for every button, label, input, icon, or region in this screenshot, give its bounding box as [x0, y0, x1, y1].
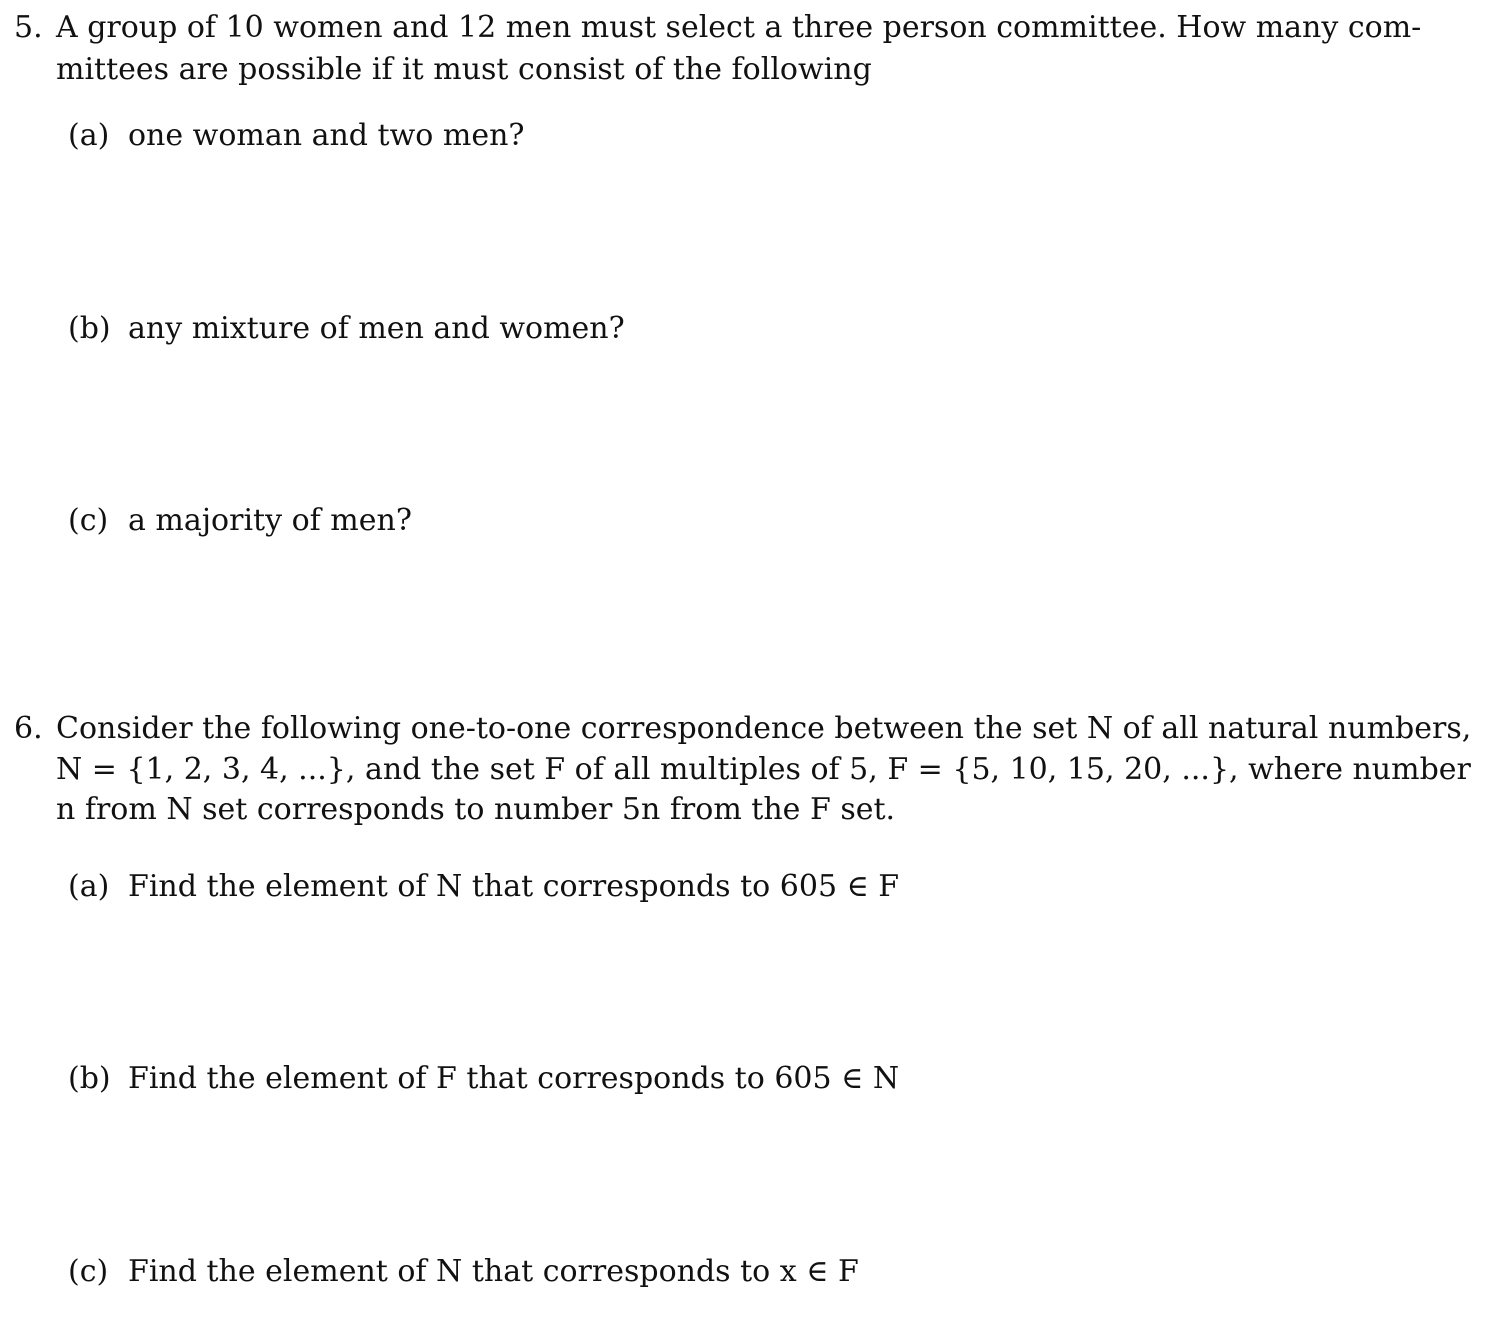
- problem-6-part-c-text: Find the element of N that corresponds to x ∈ F: [128, 1254, 859, 1289]
- problem-6-part-a-text: Find the element of N that corresponds to 605 ∈ F: [128, 869, 900, 904]
- problem-5-statement-line-1: A group of 10 women and 12 men must select a three person committee. How many com-: [56, 10, 1422, 45]
- problem-5-part-b-text: any mixture of men and women?: [128, 311, 625, 346]
- problem-6-statement-line-2: N = {1, 2, 3, 4, ...}, and the set F of all multiples of 5, F = {5, 10, 15, 20, ...}, where number: [56, 752, 1471, 787]
- problem-5-number: 5.: [14, 10, 43, 45]
- problem-6-part-a-label: (a): [68, 869, 110, 904]
- problem-6-statement-line-1: Consider the following one-to-one correspondence between the set N of all natural numbers,: [56, 711, 1472, 746]
- problem-5-statement-line-2: mittees are possible if it must consist of the following: [56, 52, 872, 87]
- problem-5-part-c-label: (c): [68, 503, 109, 538]
- problem-5-part-c-text: a majority of men?: [128, 503, 412, 538]
- problem-5-part-a-label: (a): [68, 118, 110, 153]
- problem-6-part-b-text: Find the element of F that corresponds to 605 ∈ N: [128, 1061, 900, 1096]
- problem-6-statement-line-3: n from N set corresponds to number 5n from the F set.: [56, 792, 896, 827]
- problem-6-part-b-label: (b): [68, 1061, 111, 1096]
- problem-6-number: 6.: [14, 711, 43, 746]
- problem-5-part-a-text: one woman and two men?: [128, 118, 525, 153]
- problem-6-part-c-label: (c): [68, 1254, 109, 1289]
- problem-5-part-b-label: (b): [68, 311, 111, 346]
